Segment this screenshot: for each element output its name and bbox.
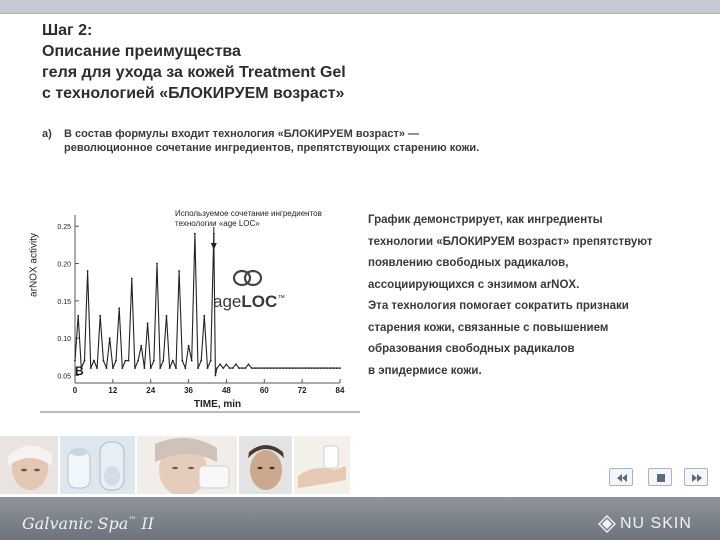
data-point xyxy=(273,367,275,369)
data-point xyxy=(260,367,262,369)
data-point xyxy=(216,367,218,369)
data-point xyxy=(311,367,313,369)
data-point xyxy=(238,367,240,369)
y-axis-label: arNOX activity xyxy=(28,233,40,297)
y-axis-label-wrap xyxy=(28,200,40,330)
point-marker: а) xyxy=(42,128,52,140)
title-line: Описание преимущества xyxy=(42,43,241,60)
description-line: появлению свободных радикалов, xyxy=(368,257,569,269)
data-point xyxy=(96,367,98,369)
data-point xyxy=(121,367,123,369)
data-point xyxy=(267,367,269,369)
data-point xyxy=(235,363,237,365)
data-point xyxy=(178,270,180,272)
data-point xyxy=(118,307,120,309)
data-point xyxy=(188,345,190,347)
ageloc-tm: ™ xyxy=(277,293,286,303)
description-line: в эпидермисе кожи. xyxy=(368,364,482,377)
y-tick-label: 0.25 xyxy=(57,224,71,232)
data-point xyxy=(301,367,303,369)
data-point xyxy=(226,363,228,365)
data-point xyxy=(175,367,177,369)
title-line: с технологией «БЛОКИРУЕМ возраст» xyxy=(42,85,345,102)
skip-back-icon xyxy=(610,469,634,487)
data-point xyxy=(166,315,168,317)
stop-button[interactable] xyxy=(648,468,672,486)
data-point xyxy=(147,322,149,324)
data-point xyxy=(162,360,164,362)
data-point xyxy=(248,363,250,365)
description-line: Эта технология помогает сократить признаки xyxy=(368,300,629,312)
annotation-arrow-head xyxy=(211,243,217,250)
description-line: технологии «БЛОКИРУЕМ возраст» препятствуют xyxy=(368,235,653,248)
data-point xyxy=(320,367,322,369)
data-point xyxy=(304,367,306,369)
point-line: В состав формулы входит технология «БЛОКИРУЕМ возраст» — xyxy=(64,128,420,140)
skip-forward-icon xyxy=(685,469,709,487)
nu-skin-logo xyxy=(598,514,692,534)
y-tick-label: 0.10 xyxy=(57,336,71,344)
data-point xyxy=(134,367,136,369)
data-point xyxy=(200,360,202,362)
data-point xyxy=(314,367,316,369)
data-point xyxy=(144,367,146,369)
data-point xyxy=(339,367,341,369)
brand-suffix: II xyxy=(136,514,154,533)
data-point xyxy=(229,367,231,369)
man-face-photo xyxy=(239,436,292,494)
description xyxy=(368,210,708,382)
x-tick-label: 84 xyxy=(335,386,345,395)
hand-product-photo xyxy=(294,436,350,494)
slide-title xyxy=(42,20,346,104)
data-point xyxy=(289,367,291,369)
data-point xyxy=(210,360,212,362)
data-point xyxy=(150,367,152,369)
data-point xyxy=(112,367,114,369)
woman-closeup-photo xyxy=(137,436,237,494)
stop-icon xyxy=(649,469,673,487)
brand-tm: ™ xyxy=(128,515,137,525)
data-point xyxy=(194,233,196,235)
data-point xyxy=(181,360,183,362)
data-point xyxy=(232,367,234,369)
data-point xyxy=(106,367,108,369)
data-point xyxy=(197,367,199,369)
galvanic-device-photo xyxy=(60,436,135,494)
data-point xyxy=(336,367,338,369)
panel-label: B xyxy=(75,364,84,378)
woman-face-photo xyxy=(0,436,58,494)
data-point xyxy=(317,367,319,369)
data-point xyxy=(219,363,221,365)
ageloc-suffix: LOC xyxy=(241,292,278,311)
data-point xyxy=(93,360,95,362)
photo-strip xyxy=(0,436,350,496)
data-point xyxy=(292,367,294,369)
header-band xyxy=(0,0,720,14)
data-point xyxy=(90,367,92,369)
data-point xyxy=(251,367,253,369)
x-tick-label: 0 xyxy=(72,386,78,395)
point-line: революционное сочетание ингредиентов, препятствующих старению кожи. xyxy=(64,142,480,154)
prev-slide-button[interactable] xyxy=(609,468,633,486)
data-point xyxy=(99,315,101,317)
data-point xyxy=(169,367,171,369)
next-slide-button[interactable] xyxy=(684,468,708,486)
data-point xyxy=(222,367,224,369)
x-tick-label: 72 xyxy=(297,386,307,395)
title-line: геля для ухода за кожей Treatment Gel xyxy=(42,64,346,81)
data-point xyxy=(270,367,272,369)
data-point xyxy=(295,367,297,369)
nu-skin-logo-text: NU SKIN xyxy=(620,515,692,532)
description-line: ассоциирующихся с энзимом arNOX. xyxy=(368,278,580,291)
data-point xyxy=(245,367,247,369)
series-line xyxy=(75,234,340,376)
data-point xyxy=(276,367,278,369)
data-point xyxy=(263,367,265,369)
data-point xyxy=(140,345,142,347)
title-line: Шаг 2: xyxy=(42,22,93,39)
x-tick-label: 24 xyxy=(146,386,156,395)
data-point xyxy=(323,367,325,369)
data-point xyxy=(207,367,209,369)
x-tick-label: 12 xyxy=(108,386,118,395)
chart-annotation-line: Используемое сочетание ингредиентов xyxy=(175,209,322,218)
data-point xyxy=(87,270,89,272)
data-point xyxy=(327,367,329,369)
data-point xyxy=(109,337,111,339)
data-point xyxy=(286,367,288,369)
description-line: образования свободных радикалов xyxy=(368,343,575,355)
data-point xyxy=(308,367,310,369)
brand-name: Galvanic Spa xyxy=(22,514,129,533)
data-point xyxy=(215,375,217,377)
data-point xyxy=(137,360,139,362)
data-point xyxy=(185,367,187,369)
chart xyxy=(40,205,365,417)
data-point xyxy=(279,367,281,369)
x-tick-label: 48 xyxy=(221,386,231,395)
nu-skin-emblem-icon xyxy=(598,515,616,533)
point-a xyxy=(42,127,682,155)
ageloc-prefix: age xyxy=(213,292,242,311)
data-point xyxy=(241,367,243,369)
chart-annotation-line: технологии «age LOC» xyxy=(175,219,260,228)
data-point xyxy=(203,315,205,317)
x-tick-label: 36 xyxy=(184,386,194,395)
ageloc-logo xyxy=(213,292,285,312)
x-tick-label: 60 xyxy=(259,386,269,395)
y-tick-label: 0.05 xyxy=(57,373,71,381)
data-point xyxy=(153,360,155,362)
data-point xyxy=(172,360,174,362)
chart-annotation xyxy=(175,209,322,229)
data-point xyxy=(125,360,127,362)
data-point xyxy=(159,367,161,369)
data-point xyxy=(74,360,76,362)
description-line: График демонстрирует, как ингредиенты xyxy=(368,214,603,226)
data-point xyxy=(254,367,256,369)
data-point xyxy=(84,360,86,362)
data-point xyxy=(282,367,284,369)
data-point xyxy=(156,263,158,265)
ageloc-symbol-icon xyxy=(230,268,266,288)
data-point xyxy=(257,367,259,369)
data-point xyxy=(115,360,117,362)
data-point xyxy=(333,367,335,369)
data-point xyxy=(298,367,300,369)
footer-brand xyxy=(22,514,154,533)
data-point xyxy=(128,360,130,362)
data-point xyxy=(131,278,133,280)
data-point xyxy=(330,367,332,369)
y-tick-label: 0.20 xyxy=(57,261,71,269)
x-axis-label: TIME, min xyxy=(193,399,242,410)
y-tick-label: 0.15 xyxy=(57,298,71,306)
data-point xyxy=(103,360,105,362)
chart-svg xyxy=(40,205,365,417)
data-point xyxy=(77,315,79,317)
description-line: старения кожи, связанные с повышением xyxy=(368,321,609,334)
data-point xyxy=(191,360,193,362)
